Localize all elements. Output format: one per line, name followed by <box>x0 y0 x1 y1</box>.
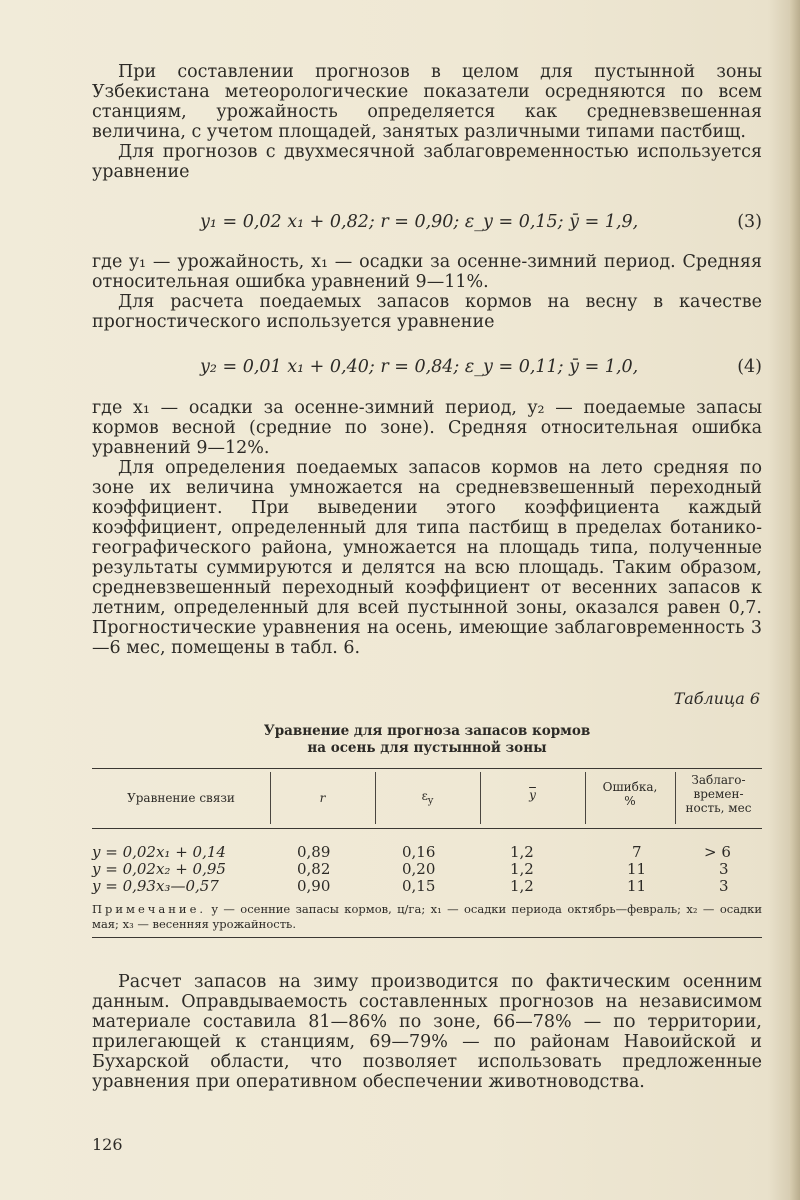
header-error-line-1: Ошибка, <box>602 780 658 794</box>
row-equation: y = 0,02x₁ + 0,14 <box>92 843 226 861</box>
header-r: r <box>319 791 326 805</box>
header-lead-line-3: ность, мес <box>685 801 752 815</box>
header-equation: Уравнение связи <box>127 791 235 805</box>
header-epsilon <box>375 789 480 808</box>
paragraph-4: Для расчета поедаемых запасов кормов на весну в качестве прогностического используется уравнение <box>92 292 762 332</box>
table-row <box>92 843 762 859</box>
table-title-line-1: Уравнение для прогноза запасов кормов <box>263 723 591 739</box>
table-label: Таблица 6 <box>673 689 760 708</box>
paragraph-3: где y₁ — урожайность, x₁ — осадки за осенне-зимний период. Средняя относительная ошибка уравнений 9—11%. <box>92 252 762 292</box>
row-equation: y = 0,02x₂ + 0,95 <box>92 860 226 878</box>
text-block-3 <box>92 398 762 658</box>
row-equation: y = 0,93x₃—0,57 <box>92 877 219 895</box>
row-r: 0,82 <box>297 860 331 878</box>
row-error: 11 <box>627 860 647 878</box>
paragraph-5: где x₁ — осадки за осенне-зимний период, y₂ — поедаемые запасы кормов весной (средние по зоне). Средняя относительная ошибка уравнений 9—12%. <box>92 398 762 458</box>
text-block-1 <box>92 62 762 182</box>
row-lead: 3 <box>719 877 729 895</box>
row-error: 11 <box>627 877 647 895</box>
paragraph-7: Расчет запасов на зиму производится по фактическим осенним данным. Оправдываемость составленных прогнозов на независимом материале составила 81—86% по зоне, 66—78% — по территории, прилегающей к станциям, 69—79% — по районам Навоийской и Бухарской области, что позволяет использовать предложенные уравнения при оперативном обеспечении животноводства. <box>92 972 762 1092</box>
header-epsilon-symbol: ε <box>421 789 428 803</box>
row-lead: 3 <box>719 860 729 878</box>
row-error: 7 <box>632 843 642 861</box>
equation-4 <box>92 357 762 379</box>
equation-3 <box>92 212 762 234</box>
header-lead-time <box>675 773 762 815</box>
equation-4-body: y₂ = 0,01 x₁ + 0,40; r = 0,84; ε_y = 0,11; ȳ = 1,0, <box>200 357 639 377</box>
table-header-rule <box>92 828 762 829</box>
header-ybar: $\overline{y}$ <box>529 788 536 802</box>
header-error <box>585 780 675 808</box>
paragraph-1: При составлении прогнозов в целом для пустынной зоны Узбекистана метеорологические показатели осредняются по всем станциям, урожайность определяется как средневзвешенная величина, с учетом площадей, занятых различными типами пастбищ. <box>92 62 762 142</box>
equation-3-number: (3) <box>737 212 762 232</box>
table-top-rule <box>92 768 762 769</box>
equation-3-body: y₁ = 0,02 x₁ + 0,82; r = 0,90; ε_y = 0,15; ȳ = 1,9, <box>200 212 639 232</box>
row-ybar: 1,2 <box>510 860 534 878</box>
header-epsilon-sub: y <box>427 795 434 807</box>
header-lead-line-1: Заблаго- <box>691 773 746 787</box>
row-epsilon: 0,20 <box>402 860 436 878</box>
table-bottom-rule <box>92 937 762 938</box>
page-number: 126 <box>92 1135 123 1154</box>
text-block-2 <box>92 252 762 332</box>
row-r: 0,89 <box>297 843 331 861</box>
book-spine-shadow <box>790 0 800 1200</box>
table-title-line-2: на осень для пустынной зоны <box>307 740 547 756</box>
header-lead-line-2: времен- <box>693 787 744 801</box>
text-block-4 <box>92 972 762 1092</box>
row-lead: > 6 <box>704 843 731 861</box>
row-epsilon: 0,16 <box>402 843 436 861</box>
row-ybar: 1,2 <box>510 877 534 895</box>
row-r: 0,90 <box>297 877 331 895</box>
paragraph-2: Для прогнозов с двухмесячной заблаговременностью используется уравнение <box>92 142 762 182</box>
table-row <box>92 860 762 876</box>
row-ybar: 1,2 <box>510 843 534 861</box>
row-epsilon: 0,15 <box>402 877 436 895</box>
table-note-text: y — осенние запасы кормов, ц/га; x₁ — осадки периода октябрь—февраль; x₂ — осадки мая; x₃ — весенняя урожайность. <box>92 902 762 931</box>
table-note-label: Примечание. <box>92 902 207 916</box>
header-error-line-2: % <box>624 794 636 808</box>
table-title <box>92 723 762 757</box>
paragraph-6: Для определения поедаемых запасов кормов на лето средняя по зоне их величина умножается на средневзвешенный переходный коэффициент. При выведении этого коэффициента каждый коэффициент, определенный для типа пастбищ в пределах ботанико-географического района, умножается на площадь типа, полученные результаты суммируются и делятся на всю площадь. Таким образом, средневзвешенный переходный коэффициент от весенних запасов к летним, определенный для всей пустынной зоны, оказался равен 0,7. Прогностические уравнения на осень, имеющие заблаговременность 3—6 мес, помещены в табл. 6. <box>92 458 762 658</box>
equation-4-number: (4) <box>737 357 762 377</box>
table-note <box>92 902 762 932</box>
table-row <box>92 877 762 893</box>
